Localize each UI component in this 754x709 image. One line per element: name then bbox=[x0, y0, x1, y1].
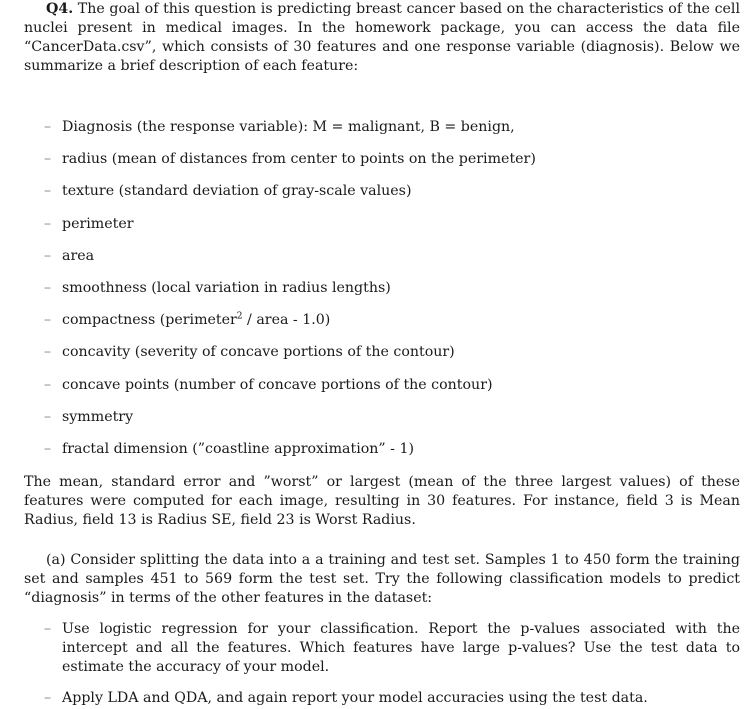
feature-item bbox=[24, 376, 740, 395]
task-text: Apply LDA and QDA, and again report your model accuracies using the test data. bbox=[62, 689, 648, 706]
list-bullet: – bbox=[44, 344, 52, 361]
task-list bbox=[24, 620, 740, 708]
list-bullet: – bbox=[44, 119, 52, 135]
question-number: Q4. bbox=[46, 1, 74, 17]
feature-item bbox=[24, 182, 740, 201]
feature-item bbox=[24, 440, 740, 459]
feature-text: texture (standard deviation of gray-scale values) bbox=[62, 183, 412, 200]
feature-text: concave points (number of concave portions of the contour) bbox=[62, 376, 493, 393]
part-a-paragraph: (a) Consider splitting the data into a a training and test set. Samples 1 to 450 form the training set and samples 451 to 569 form the test set. Try the following classification models to predict “diagnosis” in terms of the other features in the dataset: bbox=[24, 551, 740, 606]
feature-text: area bbox=[62, 247, 95, 264]
list-bullet: – bbox=[44, 689, 52, 706]
list-bullet: – bbox=[44, 279, 52, 296]
list-bullet: – bbox=[44, 215, 52, 232]
list-bullet: – bbox=[44, 408, 52, 425]
list-bullet: – bbox=[44, 151, 52, 168]
feature-text: symmetry bbox=[62, 408, 134, 425]
list-bullet: – bbox=[44, 183, 52, 200]
feature-text: perimeter bbox=[62, 215, 134, 232]
document-page bbox=[24, 0, 740, 708]
list-bullet: – bbox=[44, 376, 52, 393]
feature-item bbox=[24, 150, 740, 169]
feature-text: Diagnosis (the response variable): M = malignant, B = benign, bbox=[62, 119, 515, 135]
feature-list bbox=[24, 118, 740, 459]
list-bullet: – bbox=[44, 247, 52, 264]
feature-item bbox=[24, 311, 740, 330]
feature-text-post: / area - 1.0) bbox=[242, 312, 331, 329]
feature-text: fractal dimension (”coastline approximation” - 1) bbox=[62, 440, 415, 457]
feature-item bbox=[24, 118, 740, 137]
list-bullet: – bbox=[44, 620, 52, 637]
task-item bbox=[24, 689, 740, 708]
feature-text: radius (mean of distances from center to points on the perimeter) bbox=[62, 151, 536, 168]
feature-item bbox=[24, 343, 740, 362]
feature-text-pre: compactness (perimeter bbox=[62, 312, 237, 329]
task-text: Use logistic regression for your classification. Report the p-values associated with the intercept and all the features. Which features have large p-values? Use the test data to estimate the accuracy of your model. bbox=[62, 620, 740, 675]
feature-item bbox=[24, 408, 740, 427]
list-bullet: – bbox=[44, 440, 52, 457]
summary-paragraph: The mean, standard error and ”worst” or largest (mean of the three largest values) of these features were computed for each image, resulting in 30 features. For instance, field 3 is Mean Radius, field 13 is Radius SE, field 23 is Worst Radius. bbox=[24, 473, 740, 528]
feature-text: concavity (severity of concave portions of the contour) bbox=[62, 344, 455, 361]
question-intro bbox=[24, 0, 740, 76]
feature-text: smoothness (local variation in radius lengths) bbox=[62, 279, 391, 296]
feature-item bbox=[24, 247, 740, 266]
feature-item bbox=[24, 279, 740, 298]
superscript: 2 bbox=[236, 311, 243, 322]
feature-item bbox=[24, 215, 740, 234]
question-intro-text: The goal of this question is predicting breast cancer based on the characteristics of the cell nuclei present in medical images. In the homework package, you can access the data file “CancerData.csv”, which consists of 30 features and one response variable (diagnosis). Below we summarize a brief description of each feature: bbox=[24, 1, 740, 74]
list-bullet: – bbox=[44, 312, 52, 329]
task-item bbox=[24, 620, 740, 677]
